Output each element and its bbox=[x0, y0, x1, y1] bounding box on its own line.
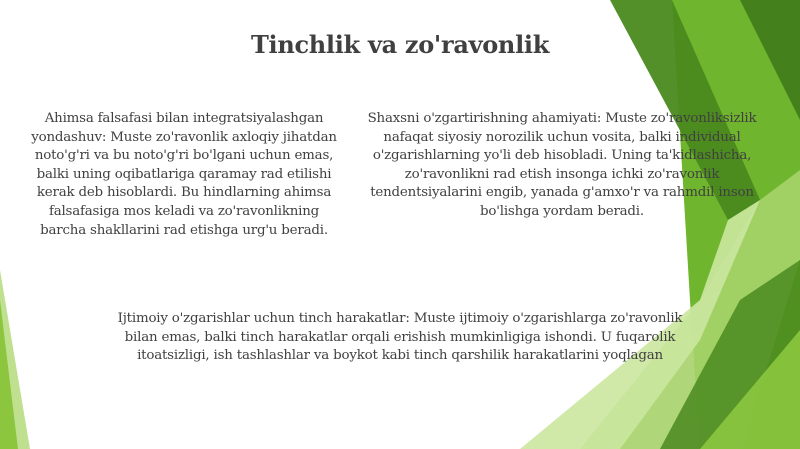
paragraph-personal-change: Shaxsni o'zgartirishning ahamiyati: Muste zo'ravonliksizlik nafaqat siyosiy norozilik uchun vosita, balki individual o'zgarishlarning yo'li deb hisobladi. Uning ta'kidlashicha, zo'ravonlikni rad etish insonga ichki zo'ravonlik tendentsiyalarini engib, yanada g'amxo'r va rahmdil inson bo'lishga yordam beradi. bbox=[367, 111, 757, 219]
slide-title: Tinchlik va zo'ravonlik bbox=[250, 30, 550, 59]
paragraph-peaceful-action: Ijtimoiy o'zgarishlar uchun tinch harakatlar: Muste ijtimoiy o'zgarishlarga zo'ravonlik bilan emas, balki tinch harakatlar orqali erishish mumkinligiga ishondi. U fuqarolik itoatsizligi, ish tashlashlar va boykot kabi tinch qarshilik harakatlarini yoqlagan bbox=[117, 311, 683, 364]
paragraph-ahimsa: Ahimsa falsafasi bilan integratsiyalashgan yondashuv: Muste zo'ravonlik axloqiy jihatdan noto'g'ri va bu noto'g'ri bo'lgani uchun emas, balki uning oqibatlariga qaramay rad etilishi kerak deb hisoblardi. Bu hindlarning ahimsa falsafasiga mos keladi va zo'ravonlikning barcha shakllarini rad etishga urg'u beradi. bbox=[31, 111, 337, 238]
